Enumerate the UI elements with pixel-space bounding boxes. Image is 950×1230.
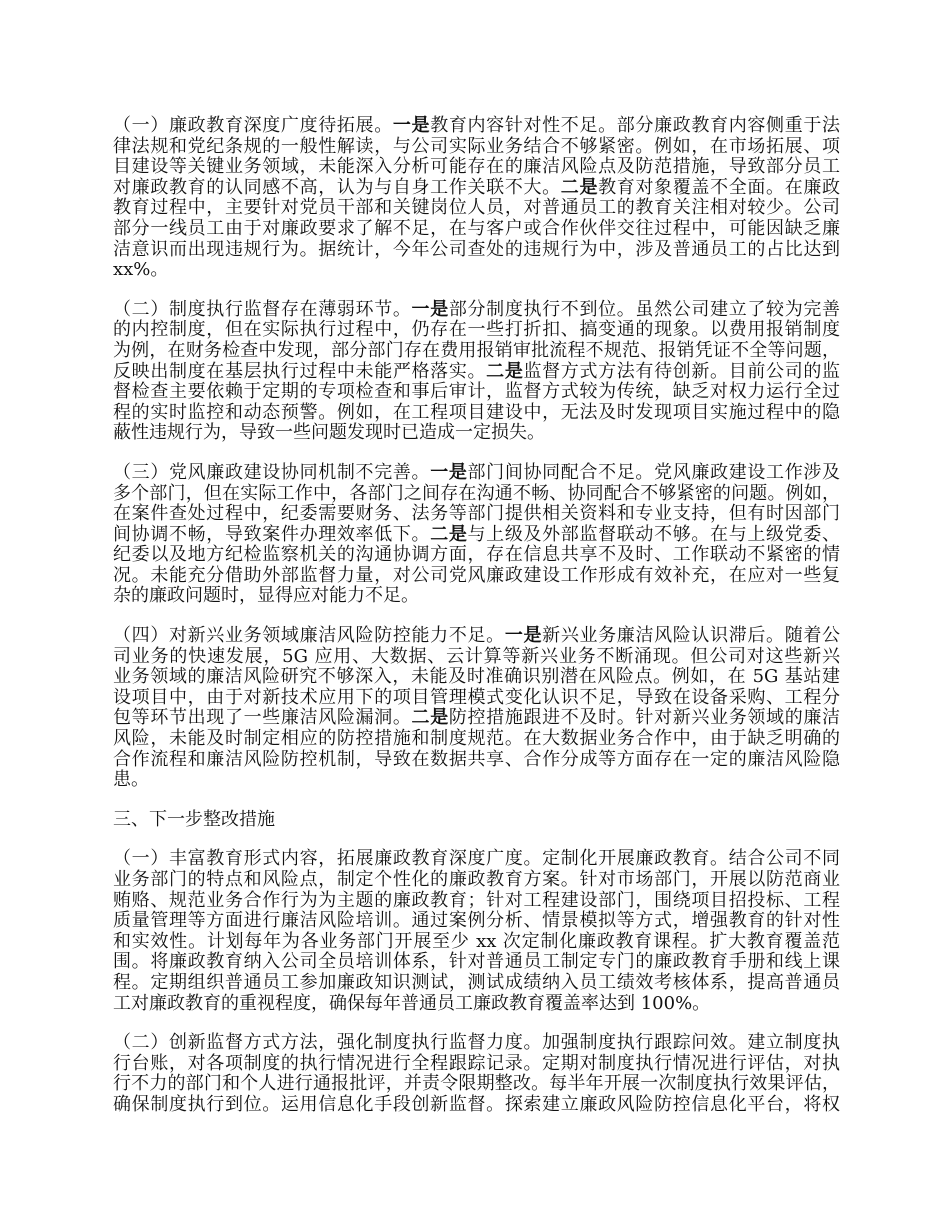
text-run: 部门间协同配合不足。党风廉政建设工作涉及 — [467, 461, 841, 483]
text-line — [113, 157, 840, 178]
text-run: 教育内容针对性不足。部分廉政教育内容侧重于法 — [430, 115, 841, 136]
text-run: 杂的廉政问题时，显得应对能力不足。 — [113, 585, 419, 607]
text-line — [113, 403, 840, 424]
bold-keyword: 一是 — [392, 115, 431, 136]
text-run: 质量管理等方面进行廉洁风险培训。通过案例分析、情景模拟等方式，增强教育的针对性 — [113, 910, 840, 932]
text-line — [113, 484, 840, 505]
text-run: 防控措施跟进不及时。针对新兴业务领域的廉洁 — [448, 707, 841, 729]
paragraph — [113, 463, 840, 607]
bold-keyword: 一是 — [504, 625, 543, 647]
text-run: 与上级及外部监督联动不够。在与上级党委、 — [467, 523, 841, 545]
text-run: 的内控制度，但在实际执行过程中，仍存在一些打折扣、搞变通的现象。以费用报销制度 — [113, 319, 840, 341]
text-line — [113, 911, 840, 932]
paragraph — [113, 1033, 840, 1115]
text-line — [113, 260, 840, 281]
text-run: 设项目中，由于对新技术应用下的项目管理模式变化认识不足，导致在设备采购、工程分 — [113, 686, 840, 708]
text-run: 况。未能充分借助外部监督力量，对公司党风廉政建设工作形成有效补充，在应对一些复 — [113, 564, 840, 586]
text-line — [113, 1054, 840, 1075]
section-heading — [113, 810, 840, 831]
text-line — [113, 137, 840, 158]
text-run: （二）制度执行监督存在薄弱环节。 — [113, 298, 412, 320]
text-line — [113, 994, 840, 1015]
bold-keyword: 二是 — [411, 707, 449, 729]
text-run: （一）丰富教育形式内容，拓展廉政教育深度广度。定制化开展廉政教育。结合公司不同 — [113, 848, 840, 870]
text-line — [113, 626, 840, 647]
text-line — [113, 770, 840, 791]
text-line — [113, 382, 840, 403]
text-run: 蔽性违规行为，导致一些问题发现时已造成一定损失。 — [113, 422, 545, 444]
text-line — [113, 423, 840, 444]
paragraph — [113, 849, 840, 1014]
text-line — [113, 1095, 840, 1116]
text-run: 行台账，对各项制度的执行情况进行全程跟踪记录。定期对制度执行情况进行评估，对执 — [113, 1052, 840, 1074]
text-line — [113, 891, 840, 912]
text-run: 行不力的部门和个人进行通报批评，并责令限期整改。每半年开展一次制度执行效果评估， — [113, 1073, 840, 1095]
bold-keyword: 一是 — [430, 461, 468, 483]
text-run: 目建设等关键业务领域，未能深入分析可能存在的廉洁风险点及防范措施，导致部分员工 — [113, 156, 840, 178]
text-line — [113, 750, 840, 771]
text-run: 程。定期组织普通员工参加廉政知识测试，测试成绩纳入员工绩效考核体系，提高普通员 — [113, 971, 840, 993]
text-line — [113, 320, 840, 341]
text-line — [113, 1074, 840, 1095]
text-line — [113, 566, 840, 587]
text-run: 部分一线员工由于对廉政要求了解不足，在与客户或合作伙伴交往过程中，可能因缺乏廉 — [113, 217, 840, 239]
bold-keyword: 一是 — [411, 298, 449, 320]
text-line — [113, 667, 840, 688]
text-run: 教育对象覆盖不全面。在廉政 — [598, 176, 841, 198]
text-line — [113, 504, 840, 525]
text-line — [113, 810, 840, 831]
text-run: 多个部门，但在实际工作中，各部门之间存在沟通不畅、协同配合不够紧密的问题。例如， — [113, 482, 840, 504]
text-run: 督检查主要依赖于定期的专项检查和事后审计，监督方式较为传统，缺乏对权力运行全过 — [113, 381, 840, 403]
text-line — [113, 116, 840, 137]
text-run: 贿赂、规范业务合作行为为主题的廉政教育；针对工程建设部门，围绕项目招投标、工程 — [113, 889, 840, 911]
text-line — [113, 973, 840, 994]
text-run: 业务领域的廉洁风险研究不够深入，未能及时准确识别潜在风险点。例如，在 5G 基站建 — [113, 666, 840, 688]
text-run: 洁意识而出现违规行为。据统计，今年公司查处的违规行为中，涉及普通员工的占比达到 — [113, 238, 840, 260]
text-line — [113, 849, 840, 870]
text-line — [113, 647, 840, 668]
bold-keyword: 二是 — [430, 523, 468, 545]
text-run: （三）党风廉政建设协同机制不完善。 — [113, 461, 431, 483]
text-run: 风险，未能及时制定相应的防控措施和制度规范。在大数据业务合作中，由于缺乏明确的 — [113, 728, 840, 750]
text-run: 三、下一步整改措施 — [113, 808, 275, 830]
text-line — [113, 688, 840, 709]
text-run: xx%。 — [113, 259, 169, 281]
text-line — [113, 362, 840, 383]
text-run: 程的实时监控和动态预警。例如，在工程项目建设中，无法及时发现项目实施过程中的隐 — [113, 401, 840, 423]
text-run: （四）对新兴业务领域廉洁风险防控能力不足。 — [113, 625, 505, 647]
text-run: （二）创新监督方式方法，强化制度执行监督力度。加强制度执行跟踪问效。建立制度执 — [113, 1032, 840, 1054]
text-run: 对廉政教育的认同感不高，认为与自身工作关联不大。 — [113, 176, 561, 198]
bold-keyword: 二是 — [560, 176, 599, 198]
text-line — [113, 729, 840, 750]
text-line — [113, 463, 840, 484]
text-line — [113, 525, 840, 546]
text-run: 新兴业务廉洁风险认识滞后。随着公 — [542, 625, 841, 647]
text-run: 部分制度执行不到位。虽然公司建立了较为完善 — [448, 298, 841, 320]
text-run: 在案件查处过程中，纪委需要财务、法务等部门提供相关资料和专业支持，但有时因部门 — [113, 503, 840, 525]
text-line — [113, 545, 840, 566]
text-run: 间协调不畅，导致案件办理效率低下。 — [113, 523, 431, 545]
text-line — [113, 932, 840, 953]
text-line — [113, 300, 840, 321]
text-line — [113, 708, 840, 729]
text-run: 教育过程中，主要针对党员干部和关键岗位人员，对普通员工的教育关注相对较少。公司 — [113, 197, 840, 219]
text-run: 律法规和党纪条规的一般性解读，与公司实际业务结合不够紧密。例如，在市场拓展、项 — [113, 135, 840, 157]
text-run: 业务部门的特点和风险点，制定个性化的廉政教育方案。针对市场部门，开展以防范商业 — [113, 869, 840, 890]
text-line — [113, 240, 840, 261]
text-run: 确保制度执行到位。运用信息化手段创新监督。探索建立廉政风险防控信息化平台，将权 — [113, 1093, 840, 1115]
text-line — [113, 586, 840, 607]
text-run: 包等环节出现了一些廉洁风险漏洞。 — [113, 707, 412, 729]
text-run: 患。 — [113, 769, 149, 791]
document-body — [113, 116, 840, 1135]
paragraph — [113, 626, 840, 791]
text-line — [113, 870, 840, 891]
text-run: 司业务的快速发展，5G 应用、大数据、云计算等新兴业务不断涌现。但公司对这些新兴 — [113, 645, 840, 667]
text-run: 为例，在财务检查中发现，部分部门存在费用报销审批流程不规范、报销凭证不全等问题， — [113, 339, 840, 361]
text-run: 合作流程和廉洁风险防控机制，导致在数据共享、合作分成等方面存在一定的廉洁风险隐 — [113, 748, 840, 770]
text-line — [113, 198, 840, 219]
text-run: （一）廉政教育深度广度待拓展。 — [113, 115, 393, 136]
text-run: 围。将廉政教育纳入公司全员培训体系，针对普通员工制定专门的廉政教育手册和线上课 — [113, 951, 840, 973]
paragraph — [113, 116, 840, 281]
bold-keyword: 二是 — [486, 360, 524, 382]
paragraph — [113, 300, 840, 444]
text-line — [113, 1033, 840, 1054]
text-line — [113, 341, 840, 362]
text-line — [113, 219, 840, 240]
text-line — [113, 952, 840, 973]
text-run: 反映出制度在基层执行过程中未能严格落实。 — [113, 360, 487, 382]
text-line — [113, 178, 840, 199]
text-run: 监督方式方法有待创新。目前公司的监 — [523, 360, 841, 382]
text-run: 和实效性。计划每年为各业务部门开展至少 xx 次定制化廉政教育课程。扩大教育覆盖范 — [113, 930, 840, 952]
text-run: 纪委以及地方纪检监察机关的沟通协调方面，存在信息共享不及时、工作联动不紧密的情 — [113, 544, 840, 566]
text-run: 工对廉政教育的重视程度，确保每年普通员工廉政教育覆盖率达到 100%。 — [113, 992, 711, 1014]
